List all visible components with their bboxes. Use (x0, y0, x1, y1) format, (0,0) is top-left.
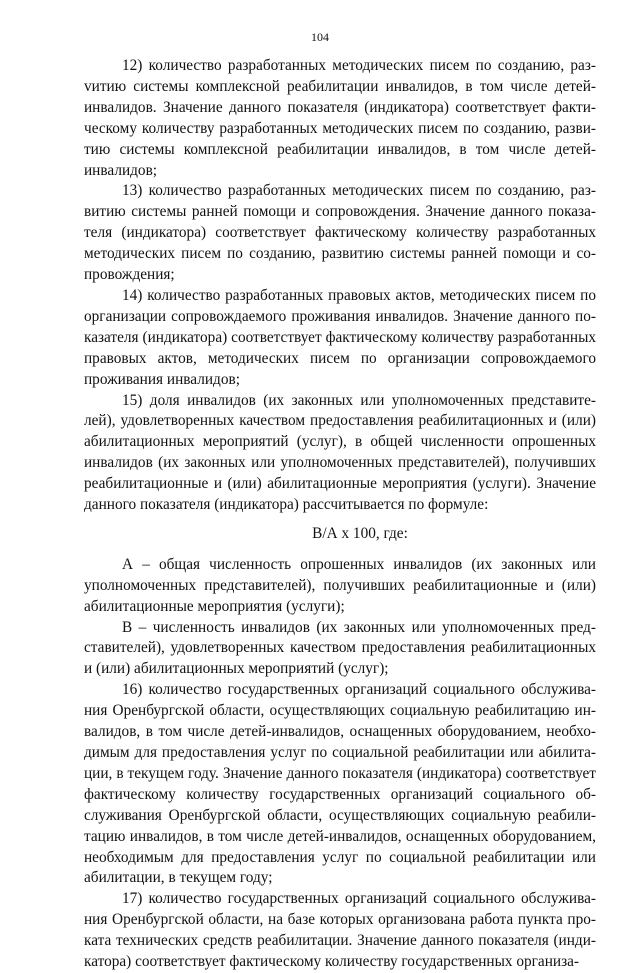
paragraph-item-16: 16) количество государственных организаций социального обслуживания Оренбургской области, осуществляющих социальную реабилитацию инвалидов, в том числе детей-инвалидов, оснащенных оборудованием, необходимым для предоставления услуг по социальной реабилитации или абилитации, в текущем году. Значение данного показателя (индикатора) соответствует фактическому количеству государственных организаций социального обслуживания Оренбургской области, осуществляющих социальную реабилитацию инвалидов, в том числе детей-инвалидов, оснащенных оборудованием, необходимым для предоставления услуг по социальной реабилитации или абилитации, в текущем году; (84, 681, 596, 887)
page-number: 104 (311, 30, 329, 44)
paragraph-item-14: 14) количество разработанных правовых актов, методических писем по организации сопровождаемого проживания инвалидов. Значение данного показателя (индикатора) соответствует фактическому количеству разработанных правовых актов, методических писем по организации сопровождаемого проживания инвалидов; (84, 286, 596, 388)
definition-a: А – общая численность опрошенных инвалидов (их законных или уполномоченных представителей), получивших реабилитационные и (или) абилитационные мероприятия (услуги); (84, 555, 596, 615)
document-body (84, 56, 596, 973)
paragraph-item-13: 13) количество разработанных методических писем по созданию, развитию системы ранней помощи и сопровождения. Значение данного показателя (индикатора) соответствует фактическому количеству разработанных методических писем по созданию, развитию системы ранней помощи и сопровождения; (84, 182, 596, 284)
paragraph-item-17: 17) количество государственных организаций социального обслуживания Оренбургской области, на базе которых организована работа пункта проката технических средств реабилитации. Значение данного показателя (индикатора) соответствует фактическому количеству государственных организа- (84, 890, 596, 971)
definition-b: В – численность инвалидов (их законных или уполномоченных представителей), удовлетворенных качеством предоставления реабилитационных и (или) абилитационных мероприятий (услуг); (84, 618, 596, 678)
formula: В/А х 100, где: (312, 524, 408, 542)
paragraph-item-15: 15) доля инвалидов (их законных или уполномоченных представителей), удовлетворенных качеством предоставления реабилитационных и (или) абилитационных мероприятий (услуг), в общей численности опрошенных инвалидов (их законных или уполномоченных представителей), получивших реабилитационные и (или) абилитационные мероприятия (услуги). Значение данного показателя (индикатора) рассчитывается по формуле: (84, 391, 596, 514)
paragraph-item-12: 12) количество разработанных методических писем по созданию, разvитию системы комплексной реабилитации инвалидов, в том числе детей-инвалидов. Значение данного показателя (индикатора) соответствует фактическому количеству разработанных методических писем по созданию, развитию системы комплексной реабилитации инвалидов, в том числе детей-инвалидов; (84, 57, 596, 179)
